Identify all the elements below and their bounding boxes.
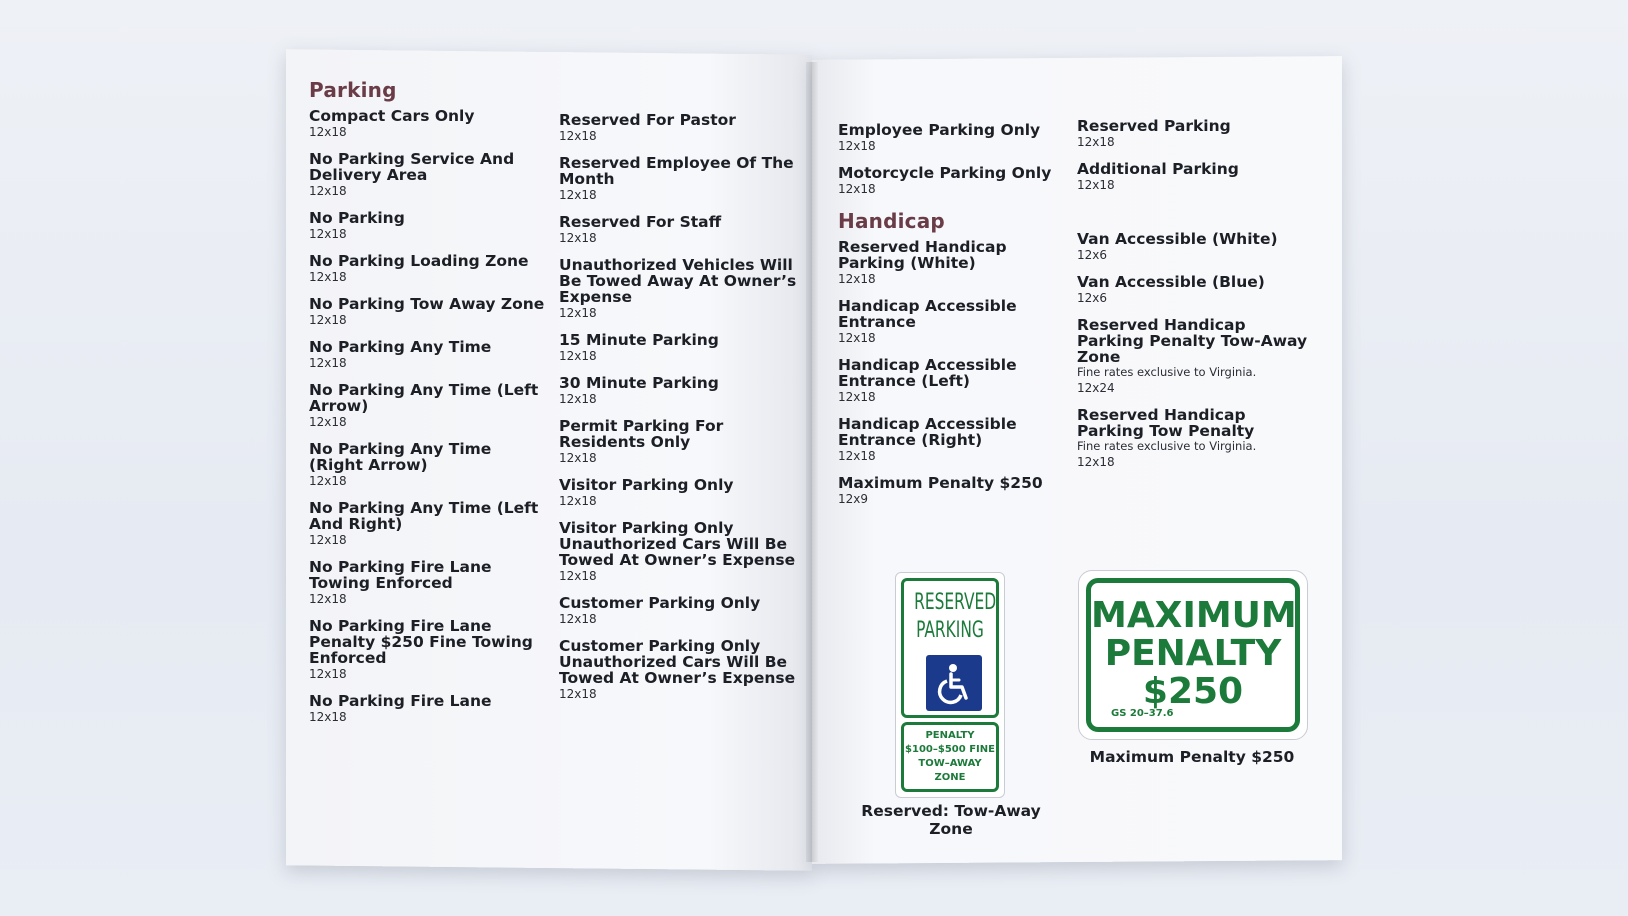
catalog-item (559, 214, 799, 246)
item-size: 12x18 (309, 415, 347, 429)
item-title: Customer Parking Only Unauthorized Cars Will Be Towed At Owner’s Expense (559, 637, 796, 687)
item-size: 12x18 (838, 449, 876, 463)
caption-maximum-penalty: Maximum Penalty $250 (1089, 748, 1295, 766)
item-size: 12x18 (309, 270, 347, 284)
item-size: 12x18 (309, 667, 347, 681)
item-size: 12x18 (559, 349, 597, 363)
item-title: Employee Parking Only (838, 121, 1041, 139)
item-size: 12x18 (559, 494, 597, 508)
item-size: 12x18 (309, 227, 347, 241)
booklet-spine (806, 62, 818, 862)
section-title-handicap: Handicap (838, 209, 945, 233)
item-size: 12x18 (309, 313, 347, 327)
catalog-item (309, 151, 549, 199)
item-title: No Parking Tow Away Zone (309, 295, 545, 313)
item-size: 12x18 (309, 533, 347, 547)
item-title: Reserved Handicap Parking Penalty Tow-Away Zone (1077, 316, 1308, 366)
sign-line-parking: PARKING (916, 618, 984, 643)
item-title: Motorcycle Parking Only (838, 164, 1052, 182)
item-size: 12x6 (1077, 291, 1108, 305)
catalog-item (309, 500, 549, 548)
item-size: 12x18 (309, 592, 347, 606)
catalog-item (1077, 274, 1312, 306)
item-title: Visitor Parking Only (559, 476, 734, 494)
sign-max-text (1091, 597, 1295, 711)
catalog-item (1077, 317, 1312, 396)
catalog-item (559, 418, 799, 466)
catalog-item (309, 339, 549, 371)
item-title: Van Accessible (Blue) (1077, 273, 1265, 291)
item-title: Van Accessible (White) (1077, 230, 1278, 248)
item-size: 12x18 (1077, 455, 1115, 469)
catalog-item (309, 693, 549, 725)
item-size: 12x18 (838, 331, 876, 345)
item-size: 12x18 (309, 710, 347, 724)
right-page-column-2 (1077, 118, 1312, 481)
caption-reserved-tow-away: Reserved: Tow-Away Zone (861, 802, 1041, 838)
item-size: 12x18 (559, 451, 597, 465)
item-size: 12x18 (309, 356, 347, 370)
left-page-column-1 (309, 78, 549, 736)
item-size: 12x18 (559, 392, 597, 406)
item-size: 12x9 (838, 492, 869, 506)
sign-top-panel (901, 578, 999, 718)
catalog-item (1077, 231, 1312, 263)
item-size: 12x6 (1077, 248, 1108, 262)
item-size: 12x18 (559, 129, 597, 143)
catalog-item (838, 475, 1063, 507)
reserved-parking-sign-image (895, 572, 1005, 798)
catalog-item (1077, 407, 1312, 470)
catalog-item (559, 595, 799, 627)
item-title: Handicap Accessible Entrance (Left) (838, 356, 1017, 390)
item-size: 12x18 (838, 139, 876, 153)
item-size: 12x18 (559, 687, 597, 701)
catalog-item (559, 112, 799, 144)
catalog-item (559, 375, 799, 407)
wheelchair-icon (926, 655, 982, 711)
item-title: Permit Parking For Residents Only (559, 417, 724, 451)
sign-max-panel (1086, 578, 1300, 732)
catalog-item (559, 332, 799, 364)
catalog-item (1077, 161, 1312, 193)
item-title: No Parking Fire Lane Towing Enforced (309, 558, 492, 592)
penalty-label: PENALTY (925, 730, 975, 741)
item-title: Reserved For Staff (559, 213, 722, 231)
item-title: Reserved Handicap Parking (White) (838, 238, 1007, 272)
catalog-item (309, 253, 549, 285)
sign-penalty-panel (901, 722, 999, 792)
item-title: Handicap Accessible Entrance (Right) (838, 415, 1017, 449)
catalog-item (309, 441, 549, 489)
penalty-fine: $100–$500 FINE (905, 744, 995, 755)
right-page-column-1 (838, 122, 1063, 518)
item-title: No Parking Fire Lane (309, 692, 492, 710)
item-size: 12x18 (838, 272, 876, 286)
item-title: 30 Minute Parking (559, 374, 719, 392)
maximum-penalty-sign-image (1078, 570, 1308, 740)
catalog-item (559, 638, 799, 702)
sign-line-maximum: MAXIMUM (1091, 595, 1297, 636)
item-size: 12x18 (309, 184, 347, 198)
item-title: No Parking Any Time (309, 338, 492, 356)
item-title: Unauthorized Vehicles Will Be Towed Away At Owner’s Expense (559, 256, 797, 306)
item-size: 12x24 (1077, 381, 1115, 395)
catalog-item (309, 210, 549, 242)
catalog-item (838, 165, 1063, 197)
item-title: Reserved Handicap Parking Tow Penalty (1077, 406, 1255, 440)
item-title: Reserved For Pastor (559, 111, 736, 129)
item-title: Additional Parking (1077, 160, 1239, 178)
item-title: Handicap Accessible Entrance (838, 297, 1017, 331)
catalog-item (559, 520, 799, 584)
item-size: 12x18 (1077, 178, 1115, 192)
item-title: Compact Cars Only (309, 107, 475, 125)
catalog-item (838, 122, 1063, 154)
item-note: Fine rates exclusive to Virginia. (1077, 365, 1257, 379)
catalog-item (559, 477, 799, 509)
catalog-item (309, 296, 549, 328)
sign-line-penalty: PENALTY (1104, 633, 1282, 674)
catalog-item (309, 108, 549, 140)
penalty-tow: TOW–AWAY ZONE (918, 758, 982, 783)
item-title: No Parking Any Time (Right Arrow) (309, 440, 492, 474)
item-size: 12x18 (559, 231, 597, 245)
item-title: Visitor Parking Only Unauthorized Cars Will Be Towed At Owner’s Expense (559, 519, 796, 569)
left-page-column-2 (559, 112, 799, 713)
item-title: Maximum Penalty $250 (838, 474, 1043, 492)
item-title: No Parking Loading Zone (309, 252, 529, 270)
item-title: No Parking Any Time (Left And Right) (309, 499, 539, 533)
item-title: No Parking (309, 209, 405, 227)
item-title: Reserved Parking (1077, 117, 1231, 135)
item-size: 12x18 (309, 474, 347, 488)
item-title: Reserved Employee Of The Month (559, 154, 794, 188)
item-note: Fine rates exclusive to Virginia. (1077, 439, 1257, 453)
catalog-item (559, 155, 799, 203)
catalog-item (309, 382, 549, 430)
section-title-parking: Parking (309, 78, 397, 102)
item-size: 12x18 (559, 569, 597, 583)
item-size: 12x18 (559, 612, 597, 626)
item-size: 12x18 (309, 125, 347, 139)
item-title: No Parking Any Time (Left Arrow) (309, 381, 539, 415)
item-size: 12x18 (1077, 135, 1115, 149)
catalog-item (559, 257, 799, 321)
sign-reserved-text (914, 589, 997, 645)
catalog-item (309, 618, 549, 682)
catalog-item (838, 239, 1063, 287)
item-size: 12x18 (559, 306, 597, 320)
item-size: 12x18 (838, 390, 876, 404)
catalog-item (838, 298, 1063, 346)
item-size: 12x18 (838, 182, 876, 196)
sign-line-reserved: RESERVED (914, 590, 997, 615)
catalog-item (1077, 118, 1312, 150)
sign-line-amount: $250 (1142, 671, 1244, 712)
item-size: 12x18 (559, 188, 597, 202)
item-title: 15 Minute Parking (559, 331, 719, 349)
item-title: Customer Parking Only (559, 594, 761, 612)
catalog-item (309, 559, 549, 607)
catalog-item (838, 357, 1063, 405)
item-title: No Parking Service And Delivery Area (309, 150, 515, 184)
item-title: No Parking Fire Lane Penalty $250 Fine Towing Enforced (309, 617, 533, 667)
catalog-item (838, 416, 1063, 464)
sign-statute-code: GS 20–37.6 (1111, 708, 1174, 719)
